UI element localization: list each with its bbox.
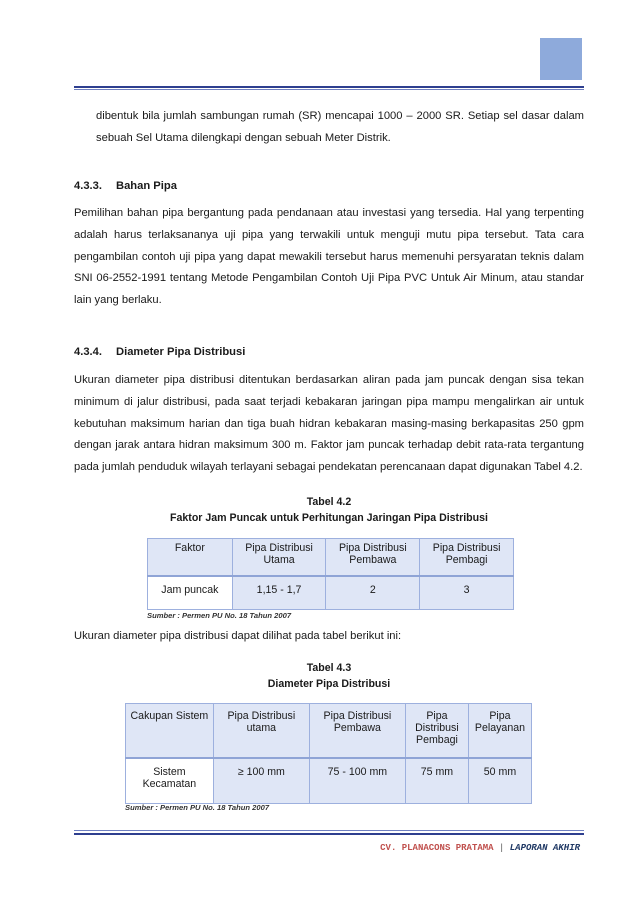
table-header-cell: Pipa Distribusi Pembawa (326, 539, 420, 577)
table-cell: 50 mm (468, 758, 531, 804)
footer-text (380, 843, 580, 853)
table-header-cell: Cakupan Sistem (126, 704, 214, 759)
table-cell: 1,15 - 1,7 (232, 576, 326, 610)
table1-caption (74, 494, 584, 526)
table-cell: 75 - 100 mm (309, 758, 405, 804)
header-rule (74, 86, 584, 88)
header-rule-thin (74, 89, 584, 90)
table-header-cell: Pipa Distribusi utama (213, 704, 309, 759)
table-cell: 75 mm (405, 758, 468, 804)
table2-label: Tabel 4.3 (306, 662, 352, 674)
table1-label: Tabel 4.2 (306, 496, 352, 508)
table1-source: Sumber : Permen PU No. 18 Tahun 2007 (147, 611, 292, 620)
table-cell: 3 (420, 576, 514, 610)
footer-rule-thin (74, 830, 584, 831)
table-header-row (126, 704, 532, 759)
table1-title: Faktor Jam Puncak untuk Perhitungan Jaringan Pipa Distribusi (170, 512, 488, 524)
table-header-cell: Pipa Distribusi Pembagi (420, 539, 514, 577)
section-title: Bahan Pipa (116, 180, 177, 192)
table1 (147, 538, 514, 610)
intro-paragraph: dibentuk bila jumlah sambungan rumah (SR) mencapai 1000 – 2000 SR. Setiap sel dasar dalam sebuah Sel Utama dilengkapi dengan sebuah Meter Distrik. (96, 110, 584, 144)
between-paragraph: Ukuran diameter pipa distribusi dapat dilihat pada tabel berikut ini: (74, 630, 402, 642)
table-cell: ≥ 100 mm (213, 758, 309, 804)
section-number: 4.3.3. (74, 180, 102, 192)
table-header-cell: Pipa Distribusi Pembagi (405, 704, 468, 759)
section-heading-diameter (74, 346, 245, 358)
footer-separator: | (498, 843, 505, 853)
table2 (125, 703, 532, 804)
diameter-paragraph: Ukuran diameter pipa distribusi ditentukan berdasarkan aliran pada jam puncak dengan sisa tekan minimum di jalur distribusi, pada saat terjadi kebakaran jaringan pipa mampu mengalirkan air untuk kebutuhan maksimum harian dan tiga buah hidran kebakaran masing-masing berkapasitas 250 gpm dengan jarak antara hidran maksimum 300 m. Faktor jam puncak terhadap debit rata-rata tergantung pada jumlah penduduk wilayah terlayani sebagai pendekatan perencanaan dapat digunakan Tabel 4.2. (74, 374, 584, 474)
footer-rule (74, 833, 584, 835)
footer-report-title: LAPORAN AKHIR (509, 843, 580, 853)
table-cell: 2 (326, 576, 420, 610)
table-row (148, 576, 514, 610)
table-header-row (148, 539, 514, 577)
section-number: 4.3.4. (74, 346, 102, 358)
table-cell: Jam puncak (148, 576, 233, 610)
footer-company: CV. PLANACONS PRATAMA (380, 843, 494, 853)
table-row (126, 758, 532, 804)
table-header-cell: Faktor (148, 539, 233, 577)
table2-title: Diameter Pipa Distribusi (267, 678, 391, 690)
table2-source: Sumber : Permen PU No. 18 Tahun 2007 (125, 803, 270, 812)
section-heading-bahan-pipa (74, 180, 177, 192)
table-header-cell: Pipa Distribusi Pembawa (309, 704, 405, 759)
section-title: Diameter Pipa Distribusi (116, 346, 246, 358)
header-corner-box (540, 38, 582, 80)
bahan-pipa-paragraph: Pemilihan bahan pipa bergantung pada pendanaan atau investasi yang tersedia. Hal yang terpenting adalah harus terlaksananya uji pipa yang terwakili untuk menguji mutu pipa tersebut. Tata cara pengambilan contoh uji pipa yang dapat mewakili tersebut harus memenuhi persyaratan teknis dalam SNI 06-2552-1991 tentang Metode Pengambilan Contoh Uji Pipa PVC Untuk Air Minum, atau standar lain yang berlaku. (74, 207, 584, 307)
table2-caption (74, 660, 584, 692)
table-cell: Sistem Kecamatan (126, 758, 214, 804)
table-header-cell: Pipa Pelayanan (468, 704, 531, 759)
table-header-cell: Pipa Distribusi Utama (232, 539, 326, 577)
